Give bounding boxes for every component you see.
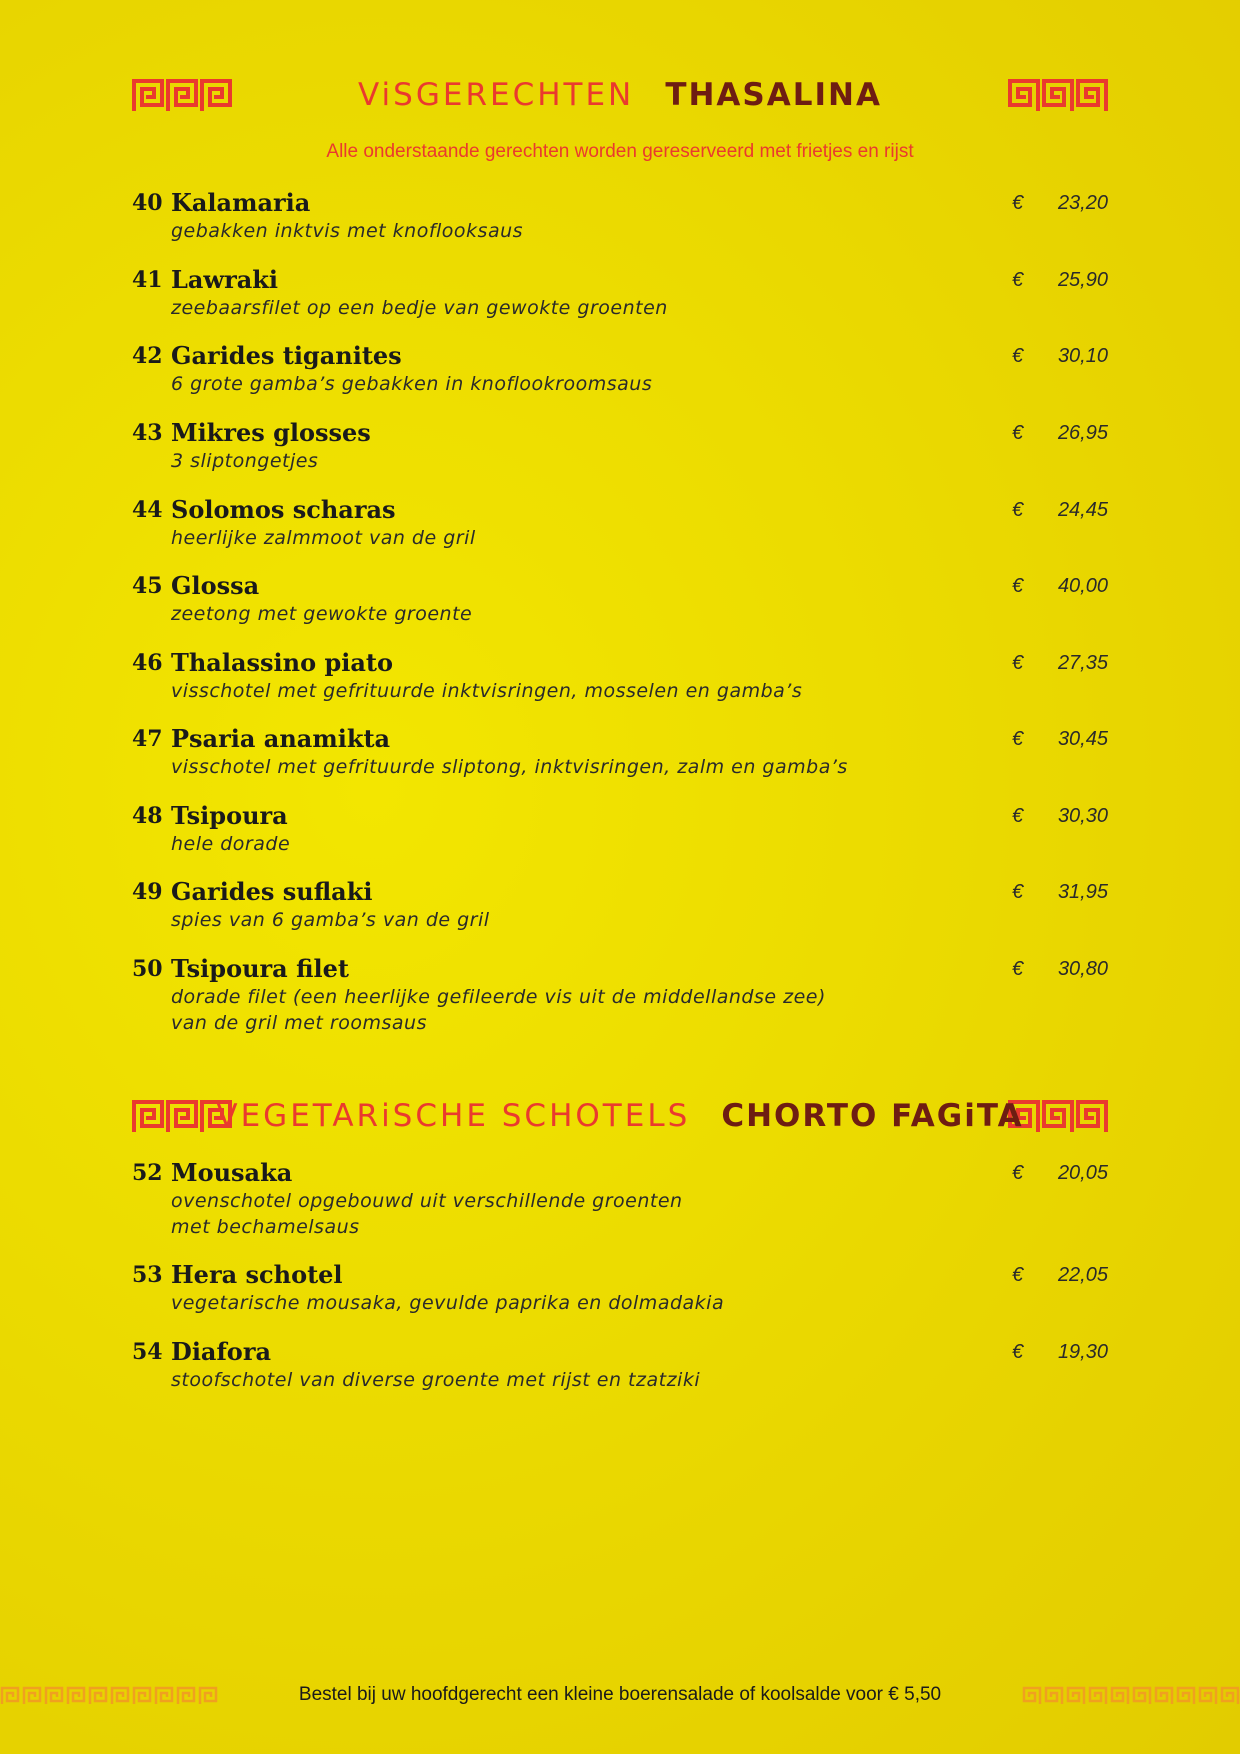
- item-price: 27,35: [1057, 652, 1108, 674]
- item-currency: €: [1012, 728, 1024, 750]
- item-price: 30,45: [1057, 728, 1108, 750]
- item-price: 40,00: [1057, 575, 1108, 597]
- section-title-red: VEGETARiSCHE SCHOTELS: [216, 1098, 691, 1134]
- item-number: 53: [132, 1262, 163, 1288]
- item-name: Diafora: [171, 1337, 272, 1366]
- item-description: heerlijke zalmmoot van de gril: [171, 527, 476, 549]
- item-name: Thalassino piato: [171, 648, 394, 677]
- item-number: 54: [132, 1339, 163, 1365]
- item-currency: €: [1012, 269, 1024, 291]
- item-currency: €: [1012, 422, 1024, 444]
- item-price: 20,05: [1057, 1162, 1108, 1184]
- item-price: 23,20: [1057, 192, 1108, 214]
- section-heading-vegetarian: [0, 1098, 1240, 1134]
- item-currency: €: [1012, 1162, 1024, 1184]
- item-number: 40: [132, 190, 163, 216]
- item-number: 50: [132, 956, 163, 982]
- item-number: 52: [132, 1160, 163, 1186]
- item-name: Mousaka: [171, 1158, 293, 1187]
- item-currency: €: [1012, 881, 1024, 903]
- item-name: Solomos scharas: [171, 495, 396, 524]
- item-description: 6 grote gamba’s gebakken in knoflookroomsaus: [171, 373, 653, 395]
- item-currency: €: [1012, 958, 1024, 980]
- item-currency: €: [1012, 1341, 1024, 1363]
- item-description: dorade filet (een heerlijke gefileerde vis uit de middellandse zee) van de gril met roomsaus: [171, 986, 826, 1034]
- item-description: zeebaarsfilet op een bedje van gewokte groenten: [171, 297, 668, 319]
- item-description: visschotel met gefrituurde inktvisringen, mosselen en gamba’s: [171, 680, 803, 702]
- item-price: 19,30: [1057, 1341, 1108, 1363]
- item-price: 26,95: [1057, 422, 1108, 444]
- item-currency: €: [1012, 652, 1024, 674]
- item-description: vegetarische mousaka, gevulde paprika en dolmadakia: [171, 1292, 725, 1314]
- item-name: Kalamaria: [171, 188, 311, 217]
- item-number: 46: [132, 650, 163, 676]
- item-name: Lawraki: [171, 265, 279, 294]
- item-description: zeetong met gewokte groente: [171, 603, 473, 625]
- item-name: Glossa: [171, 571, 260, 600]
- item-currency: €: [1012, 575, 1024, 597]
- item-description: ovenschotel opgebouwd uit verschillende groenten met bechamelsaus: [171, 1190, 683, 1238]
- item-number: 41: [132, 267, 163, 293]
- item-name: Mikres glosses: [171, 418, 371, 447]
- item-name: Tsipoura filet: [171, 954, 349, 983]
- section-title-dark: CHORTO FAGiTA: [721, 1098, 1024, 1134]
- item-currency: €: [1012, 192, 1024, 214]
- item-description: hele dorade: [171, 833, 291, 855]
- item-price: 22,05: [1057, 1264, 1108, 1286]
- item-number: 45: [132, 573, 163, 599]
- item-name: Garides tiganites: [171, 341, 402, 370]
- item-description: visschotel met gefrituurde sliptong, inktvisringen, zalm en gamba’s: [171, 756, 848, 778]
- item-price: 31,95: [1057, 881, 1108, 903]
- item-description: 3 sliptongetjes: [171, 450, 319, 472]
- item-price: 30,80: [1057, 958, 1108, 980]
- item-number: 47: [132, 726, 163, 752]
- section-heading-fish: [0, 77, 1240, 113]
- item-name: Hera schotel: [171, 1260, 343, 1289]
- item-number: 43: [132, 420, 163, 446]
- item-description: gebakken inktvis met knoflooksaus: [171, 220, 524, 242]
- item-name: Psaria anamikta: [171, 724, 391, 753]
- item-name: Garides suflaki: [171, 877, 373, 906]
- item-currency: €: [1012, 805, 1024, 827]
- item-description: spies van 6 gamba’s van de gril: [171, 909, 490, 931]
- item-number: 44: [132, 497, 163, 523]
- section-title-red: ViSGERECHTEN: [358, 77, 635, 113]
- item-description: stoofschotel van diverse groente met rijst en tzatziki: [171, 1369, 701, 1391]
- item-number: 49: [132, 879, 163, 905]
- item-currency: €: [1012, 499, 1024, 521]
- section-subtitle: Alle onderstaande gerechten worden gereserveerd met frietjes en rijst: [326, 141, 914, 162]
- item-price: 24,45: [1057, 499, 1108, 521]
- item-number: 48: [132, 803, 163, 829]
- item-number: 42: [132, 343, 163, 369]
- footer-note: Bestel bij uw hoofdgerecht een kleine boerensalade of koolsalde voor € 5,50: [298, 1684, 942, 1705]
- item-price: 25,90: [1057, 269, 1108, 291]
- item-price: 30,10: [1057, 345, 1108, 367]
- item-price: 30,30: [1057, 805, 1108, 827]
- section-title-dark: THASALINA: [665, 77, 882, 113]
- item-currency: €: [1012, 1264, 1024, 1286]
- item-name: Tsipoura: [171, 801, 288, 830]
- item-currency: €: [1012, 345, 1024, 367]
